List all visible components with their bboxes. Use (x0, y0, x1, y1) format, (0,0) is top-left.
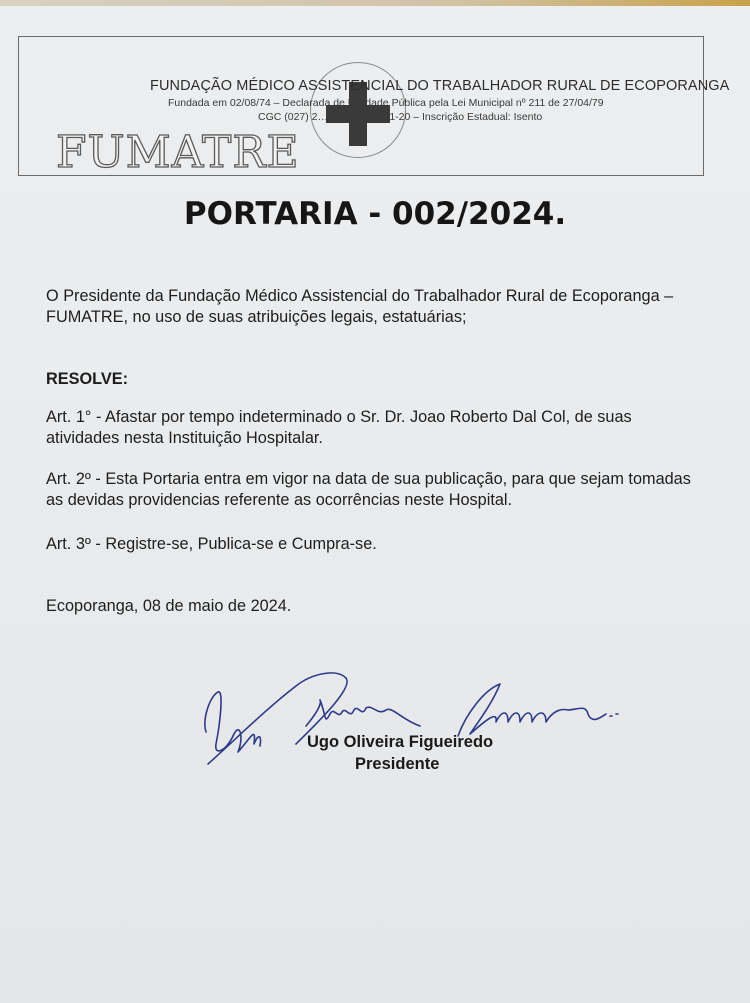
article-3: Art. 3º - Registre-se, Publica-se e Cumpra-se. (46, 535, 377, 553)
letterhead-registry-line: CGC (027) 2… 285 729/0001-20 – Inscrição Estadual: Isento (258, 111, 543, 123)
paper-edge (0, 0, 750, 6)
article-2: Art. 2º - Esta Portaria entra em vigor na data de sua publicação, para que sejam tomadas as devidas providencias referente as ocorrências neste Hospital. (46, 470, 691, 509)
intro-paragraph: O Presidente da Fundação Médico Assistencial do Trabalhador Rural de Ecoporanga – FUMATRE, no uso de suas atribuições legais, estatuárias; (46, 287, 674, 326)
letterhead-org-name: FUNDAÇÃO MÉDICO ASSISTENCIAL DO TRABALHADOR RURAL DE ECOPORANGA (150, 78, 730, 94)
letterhead-founded-line: Fundada em 02/08/74 – Declarada de Utilidade Pública pela Lei Municipal nº 211 de 27/04/79 (168, 97, 604, 109)
article-1: Art. 1° - Afastar por tempo indeterminado o Sr. Dr. Joao Roberto Dal Col, de suas atividades nesta Instituição Hospitalar. (46, 408, 632, 447)
place-date: Ecoporanga, 08 de maio de 2024. (46, 597, 292, 615)
fumatre-logo: FUMATRE (56, 127, 300, 178)
signer-role: Presidente (355, 755, 440, 773)
signer-name: Ugo Oliveira Figueiredo (307, 733, 494, 751)
document-title: PORTARIA - 002/2024. (183, 196, 567, 232)
resolve-heading: RESOLVE: (46, 370, 129, 388)
